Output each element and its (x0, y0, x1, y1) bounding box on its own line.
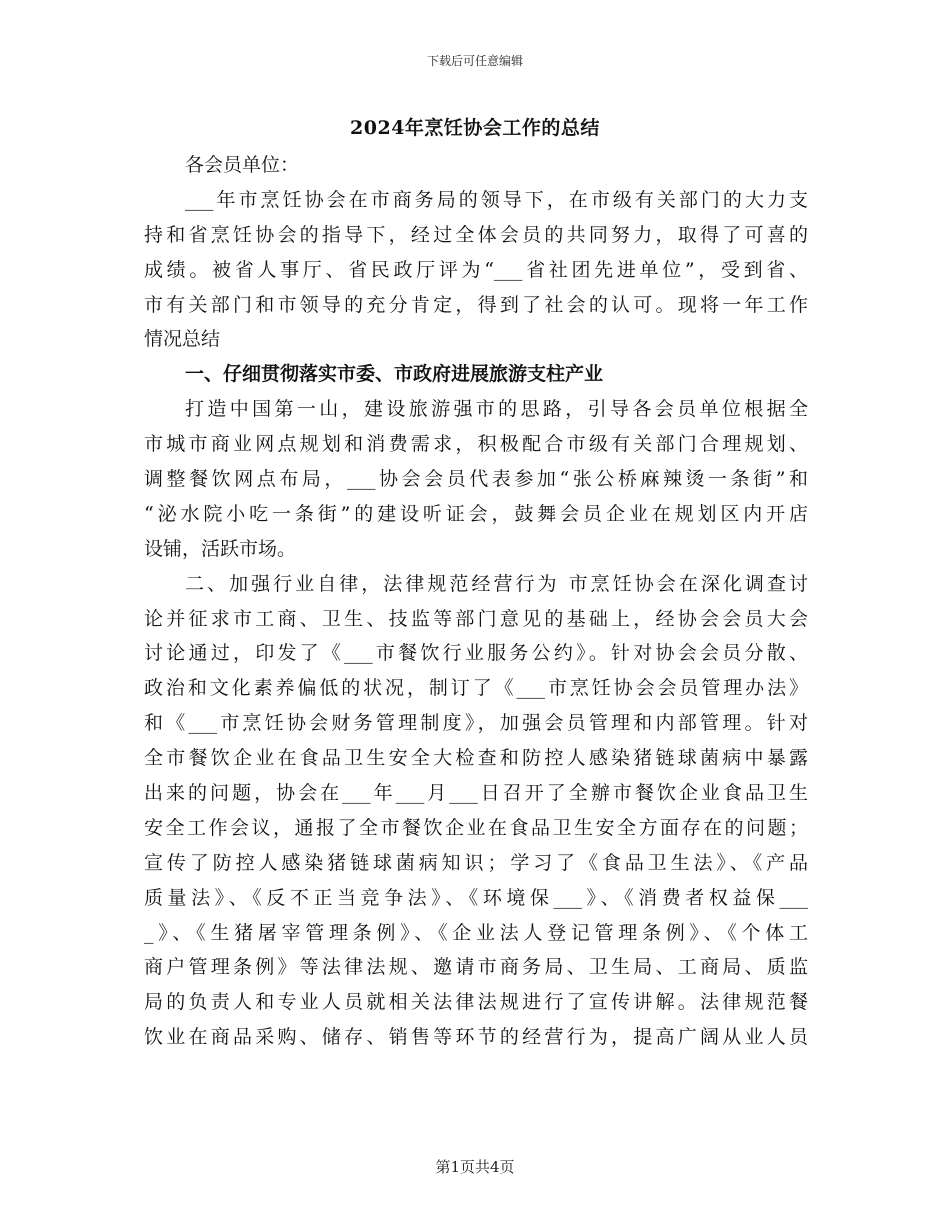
paragraph-line: 市城市商业网点规划和消费需求，积极配合市级有关部门合理规划、 (144, 433, 808, 456)
paragraph-line: 饮业在商品采购、储存、销售等环节的经营行为，提高广阔从业人员 (144, 1026, 808, 1049)
document-body (144, 148, 808, 1055)
paragraph-line: ___年市烹饪协会在市商务局的领导下，在市级有关部门的大力支 (185, 188, 808, 211)
document-title: 2024年烹饪协会工作的总结 (350, 117, 600, 139)
page-number: 第1页共4页 (435, 1158, 515, 1176)
paragraph-line: 设铺，活跃市场。 (144, 537, 297, 560)
paragraph-line: 和《___市烹饪协会财务管理制度》，加强会员管理和内部管理。针对 (144, 712, 808, 735)
paragraph-line: 各会员单位： (185, 154, 300, 176)
paragraph-line: 宣传了防控人感染猪链球菌病知识；学习了《食品卫生法》、《产品 (144, 851, 808, 874)
paragraph-line: 商户管理条例》等法律法规、邀请市商务局、卫生局、工商局、质监 (144, 956, 808, 979)
paragraph-line: 全市餐饮企业在食品卫生安全大检查和防控人感染猪链球菌病中暴露 (144, 747, 808, 770)
paragraph-line: 二、加强行业自律，法律规范经营行为 市烹饪协会在深化调查讨 (185, 572, 808, 595)
paragraph-line: _》、《生猪屠宰管理条例》、《企业法人登记管理条例》、《个体工 (144, 921, 808, 944)
paragraph-line: 情况总结 (144, 328, 221, 351)
paragraph-line: 讨论通过，印发了《___市餐饮行业服务公约》。针对协会会员分散、 (144, 642, 808, 665)
paragraph-line: 持和省烹饪协会的指导下，经过全体会员的共同努力，取得了可喜的 (144, 223, 808, 246)
paragraph-line: 调整餐饮网点布局，___协会会员代表参加“张公桥麻辣烫一条街”和 (144, 468, 808, 491)
paragraph-line: 出来的问题，协会在___年___月___日召开了全辦市餐饮企业食品卫生 (144, 782, 808, 805)
paragraph-line: “泌水院小吃一条街”的建设听证会，鼓舞会员企业在规划区内开店 (144, 502, 808, 525)
section-heading: 一、仔细贯彻落实市委、市政府进展旅游支柱产业 (185, 363, 604, 386)
paragraph-line: 论并征求市工商、卫生、技监等部门意见的基础上，经协会会员大会 (144, 607, 808, 630)
paragraph-line: 市有关部门和市领导的充分肯定，得到了社会的认可。现将一年工作 (144, 293, 808, 316)
header-note: 下载后可任意编辑 (426, 54, 523, 68)
paragraph-line: 局的负责人和专业人员就相关法律法规进行了宣传讲解。法律规范餐 (144, 991, 808, 1014)
paragraph-line: 质量法》、《反不正当竞争法》、《环境保___》、《消费者权益保___ (144, 886, 808, 909)
paragraph-line: 打造中国第一山，建设旅游强市的思路，引导各会员单位根据全 (185, 398, 808, 421)
paragraph-line: 政治和文化素养偏低的状况，制订了《___市烹饪协会会员管理办法》 (144, 677, 808, 700)
paragraph-line: 成绩。被省人事厅、省民政厅评为“___省社团先进单位”，受到省、 (144, 258, 808, 281)
paragraph-line: 安全工作会议，通报了全市餐饮企业在食品卫生安全方面存在的问题； (144, 816, 808, 839)
